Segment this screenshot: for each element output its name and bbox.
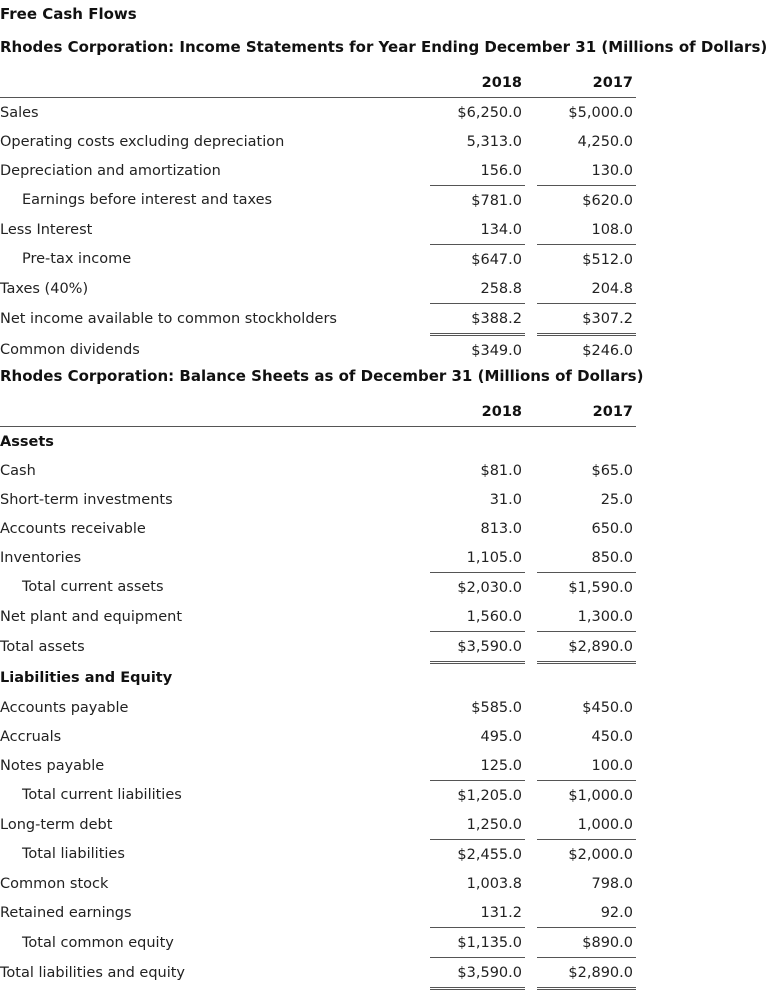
value-2018: $1,205.0 bbox=[430, 781, 525, 811]
value-2018: $585.0 bbox=[471, 699, 522, 716]
page-title: Free Cash Flows bbox=[0, 5, 137, 23]
value-2018: $1,135.0 bbox=[430, 928, 525, 958]
value-2018: 156.0 bbox=[480, 162, 522, 179]
row-label: Short-term investments bbox=[0, 491, 173, 508]
table-row bbox=[0, 869, 636, 898]
value-2017: 92.0 bbox=[600, 904, 633, 921]
value-2017: 650.0 bbox=[591, 520, 633, 537]
row-label: Pre-tax income bbox=[22, 251, 132, 268]
row-label: Accounts payable bbox=[0, 699, 129, 716]
row-label: Total assets bbox=[0, 639, 85, 655]
table-row bbox=[0, 693, 636, 722]
value-2017: 850.0 bbox=[591, 549, 633, 566]
value-2017: $2,890.0 bbox=[537, 632, 636, 663]
value-2018: $349.0 bbox=[430, 335, 525, 366]
row-label: Total current assets bbox=[22, 579, 164, 596]
table-row bbox=[0, 840, 636, 870]
table-row bbox=[0, 898, 636, 928]
assets-heading-row bbox=[0, 427, 636, 457]
table-row bbox=[0, 456, 636, 485]
row-label: Depreciation and amortization bbox=[0, 162, 221, 179]
row-label: Sales bbox=[0, 104, 39, 121]
value-2018: 134.0 bbox=[480, 221, 522, 238]
table-row bbox=[0, 215, 636, 245]
value-2017: 4,250.0 bbox=[577, 133, 633, 150]
table-row bbox=[0, 485, 636, 514]
table-row bbox=[0, 514, 636, 543]
table-row bbox=[0, 810, 636, 840]
row-label: Inventories bbox=[0, 549, 82, 566]
row-label: Common stock bbox=[0, 875, 109, 892]
table-row bbox=[0, 186, 636, 216]
income-col-2017: 2017 bbox=[537, 68, 636, 98]
value-2018: $6,250.0 bbox=[457, 104, 522, 121]
value-2018: 1,250.0 bbox=[466, 816, 522, 833]
value-2018: $2,455.0 bbox=[430, 840, 525, 870]
value-2018: $781.0 bbox=[430, 186, 525, 216]
value-2017: $65.0 bbox=[591, 462, 633, 479]
value-2018: 5,313.0 bbox=[466, 133, 522, 150]
income-col-2018: 2018 bbox=[430, 68, 525, 98]
row-label: Net income available to common stockholders bbox=[0, 311, 337, 327]
row-label: Accruals bbox=[0, 728, 62, 745]
row-label: Common dividends bbox=[0, 341, 140, 358]
value-2017: $5,000.0 bbox=[568, 104, 633, 121]
value-2018: $2,030.0 bbox=[430, 573, 525, 603]
value-2018: 1,105.0 bbox=[466, 549, 522, 566]
row-label: Less Interest bbox=[0, 221, 93, 238]
value-2017: $1,000.0 bbox=[537, 781, 636, 811]
value-2017: $450.0 bbox=[582, 699, 633, 716]
liabilities-heading-row bbox=[0, 663, 636, 694]
value-2017: $2,890.0 bbox=[537, 958, 636, 989]
value-2017: $512.0 bbox=[537, 245, 636, 275]
value-2018: $3,590.0 bbox=[430, 632, 525, 663]
value-2018: 495.0 bbox=[480, 728, 522, 745]
row-label: Notes payable bbox=[0, 757, 105, 774]
value-2017: $246.0 bbox=[537, 335, 636, 366]
value-2018: 1,003.8 bbox=[466, 875, 522, 892]
table-row bbox=[0, 632, 636, 663]
balance-sheet-table bbox=[0, 397, 636, 990]
income-statement-title: Rhodes Corporation: Income Statements for Year Ending December 31 (Millions of Dollars) bbox=[0, 38, 768, 56]
value-2017: $890.0 bbox=[537, 928, 636, 958]
value-2018: $388.2 bbox=[430, 304, 525, 335]
value-2018: $647.0 bbox=[430, 245, 525, 275]
value-2018: $3,590.0 bbox=[430, 958, 525, 989]
balance-col-2018: 2018 bbox=[430, 397, 525, 427]
table-row bbox=[0, 928, 636, 958]
table-row bbox=[0, 274, 636, 304]
value-2018: $81.0 bbox=[480, 462, 522, 479]
table-row bbox=[0, 781, 636, 811]
table-row bbox=[0, 722, 636, 751]
balance-col-2017: 2017 bbox=[537, 397, 636, 427]
row-label: Retained earnings bbox=[0, 904, 132, 921]
value-2018: 813.0 bbox=[480, 520, 522, 537]
table-row bbox=[0, 602, 636, 632]
table-row bbox=[0, 245, 636, 275]
row-label: Long-term debt bbox=[0, 816, 113, 833]
row-label: Total common equity bbox=[22, 934, 174, 951]
value-2017: 450.0 bbox=[591, 728, 633, 745]
table-row bbox=[0, 98, 636, 128]
value-2017: $2,000.0 bbox=[537, 840, 636, 870]
row-label: Operating costs excluding depreciation bbox=[0, 133, 285, 150]
balance-header-row bbox=[0, 397, 636, 427]
value-2018: 258.8 bbox=[480, 280, 522, 297]
value-2018: 125.0 bbox=[480, 757, 522, 774]
row-label: Total liabilities bbox=[22, 846, 125, 863]
value-2017: $620.0 bbox=[537, 186, 636, 216]
table-row bbox=[0, 958, 636, 989]
row-label: Total current liabilities bbox=[22, 787, 182, 804]
value-2017: $1,590.0 bbox=[537, 573, 636, 603]
table-row bbox=[0, 156, 636, 186]
value-2017: 204.8 bbox=[591, 280, 633, 297]
liabilities-heading: Liabilities and Equity bbox=[0, 669, 173, 686]
value-2017: 798.0 bbox=[591, 875, 633, 892]
row-label: Accounts receivable bbox=[0, 520, 146, 537]
value-2017: $307.2 bbox=[537, 304, 636, 335]
value-2017: 1,000.0 bbox=[577, 816, 633, 833]
row-label: Net plant and equipment bbox=[0, 608, 183, 625]
value-2017: 1,300.0 bbox=[577, 608, 633, 625]
income-statement-table bbox=[0, 68, 636, 365]
table-row bbox=[0, 543, 636, 573]
table-row bbox=[0, 573, 636, 603]
row-label: Earnings before interest and taxes bbox=[22, 192, 273, 209]
table-row bbox=[0, 335, 636, 366]
balance-sheet-title: Rhodes Corporation: Balance Sheets as of December 31 (Millions of Dollars) bbox=[0, 367, 644, 385]
value-2018: 31.0 bbox=[489, 491, 522, 508]
value-2017: 100.0 bbox=[591, 757, 633, 774]
row-label: Taxes (40%) bbox=[0, 280, 89, 297]
table-row bbox=[0, 127, 636, 156]
value-2018: 131.2 bbox=[480, 904, 522, 921]
table-row bbox=[0, 751, 636, 781]
row-label: Cash bbox=[0, 462, 36, 479]
income-header-row bbox=[0, 68, 636, 98]
row-label: Total liabilities and equity bbox=[0, 965, 186, 981]
value-2017: 108.0 bbox=[591, 221, 633, 238]
value-2017: 25.0 bbox=[600, 491, 633, 508]
table-row bbox=[0, 304, 636, 335]
assets-heading: Assets bbox=[0, 433, 54, 450]
value-2018: 1,560.0 bbox=[466, 608, 522, 625]
value-2017: 130.0 bbox=[591, 162, 633, 179]
